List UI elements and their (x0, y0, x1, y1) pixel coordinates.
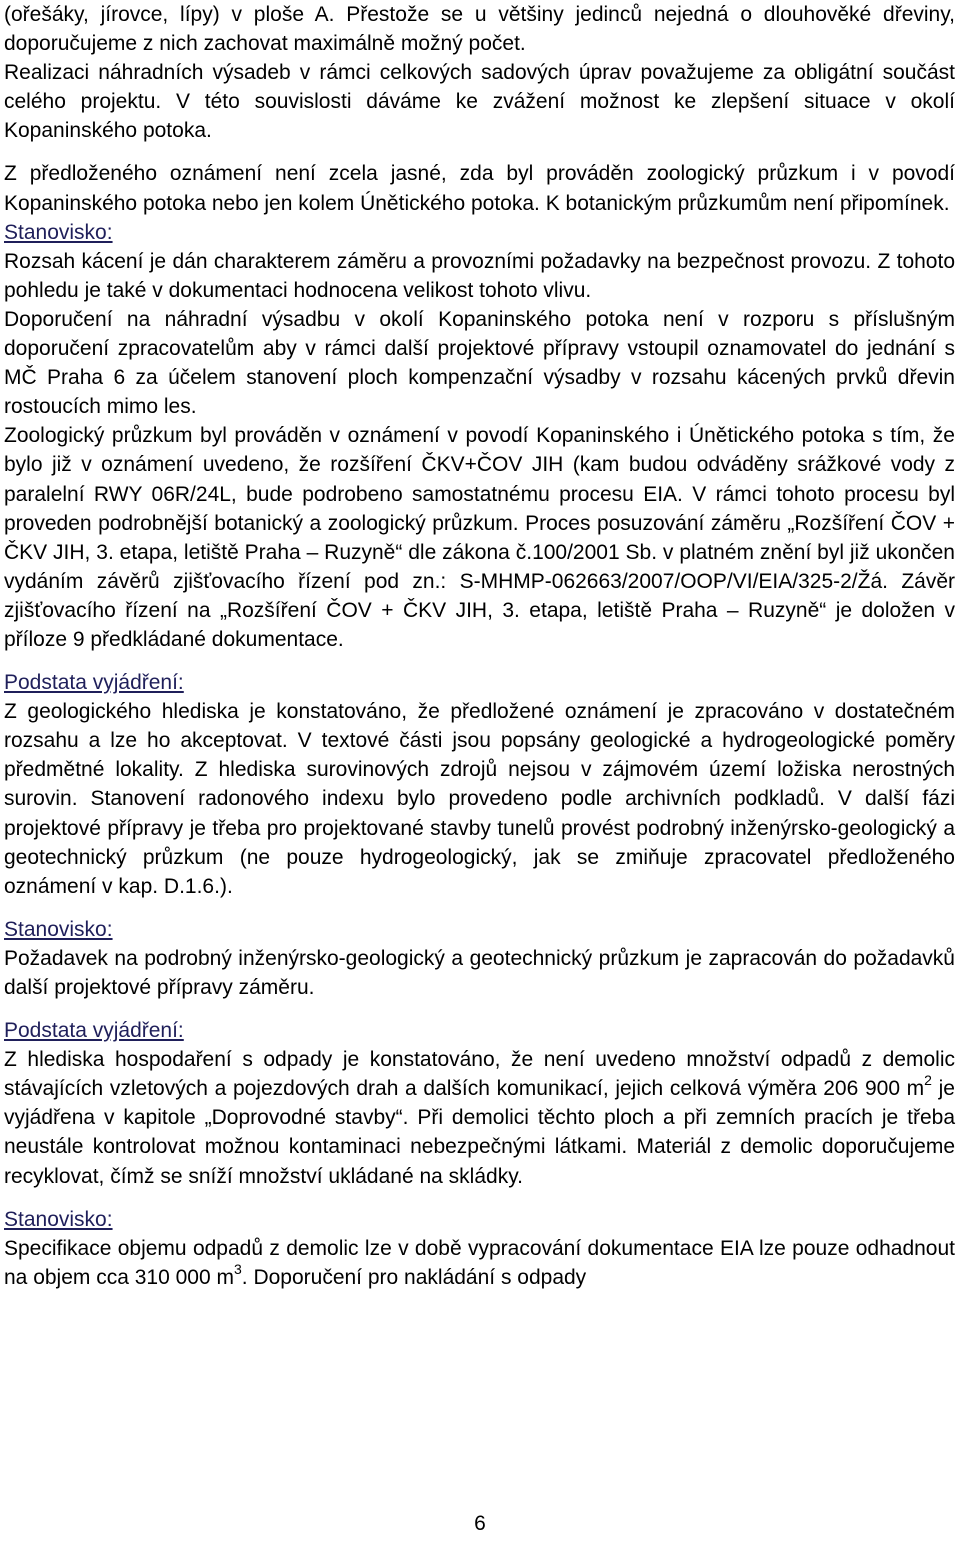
podstata-2-paragraph-1 (4, 1045, 955, 1190)
stanovisko-label-text-2: Stanovisko: (4, 917, 113, 941)
stanovisko-3-text-b: . Doporučení pro nakládání s odpady (241, 1265, 587, 1289)
stanovisko-label-text-3: Stanovisko: (4, 1207, 113, 1231)
stanovisko-2-paragraph-1: Požadavek na podrobný inženýrsko-geologický a geotechnický průzkum je zapracován do požadavků další projektové přípravy záměru. (4, 946, 955, 999)
stanovisko-1-paragraph-3: Zoologický průzkum byl prováděn v oznámení v povodí Kopaninského i Únětického potoka s tím, že bylo již v oznámení uvedeno, že rozšíření ČKV+ČOV JIH (kam budou odváděny srážkové vody z paralelní RWY 06R/24L, bude podrobeno samostatnému procesu EIA. V rámci tohoto procesu byl proveden podrobnější botanický a zoologický průzkum. Proces posuzování záměru „Rozšíření ČOV + ČKV JIH, 3. etapa, letiště Praha – Ruzyně“ dle zákona č.100/2001 Sb. v platném znění byl již ukončen vydáním závěrů zjišťovacího řízení pod zn.: S-MHMP-062663/2007/OOP/VI/EIA/325-2/Žá. Závěr zjišťovacího řízení na „Rozšíření ČOV + ČKV JIH, 3. etapa, letiště Praha – Ruzyně“ je doložen v příloze 9 předkládané dokumentace. (4, 424, 955, 651)
stanovisko-3-text-a: Specifikace objemu odpadů z demolic lze v době vypracování dokumentace EIA lze pouze odhadnout na objem cca 310 000 m (4, 1236, 955, 1289)
stanovisko-3-paragraph-1 (4, 1234, 955, 1292)
stanovisko-label-1 (4, 218, 955, 247)
paragraph-zoological-survey: Z předloženého oznámení není zcela jasné, zda byl prováděn zoologický průzkum i v povodí Kopaninského potoka nebo jen kolem Únětického potoka. K botanickým průzkumům není připomínek. (4, 162, 955, 215)
spacer (4, 654, 955, 668)
stanovisko-label-2 (4, 915, 955, 944)
podstata-2-text-b: je vyjádřena v kapitole „Doprovodné stavby“. Při demolici těchto ploch a při zemních pracích je třeba neustále kontrolovat možnou kontaminaci nebezpečnými látkami. Materiál z demolic doporučujeme recyklovat, čímž se sníží množství ukládané na skládky. (4, 1077, 955, 1188)
document-page (4, 0, 955, 1292)
page-number: 6 (474, 1512, 486, 1535)
podstata-1-paragraph-1: Z geologického hlediska je konstatováno, že předložené oznámení je zpracováno v dostatečném rozsahu a lze ho akceptovat. V textové části jsou popsány geologické a hydrogeologické poměry předmětné lokality. Z hlediska surovinových zdrojů nejsou v zájmovém území ložiska nerostných surovin. Stanovení radonového indexu bylo provedeno podle archivních podkladů. V další fázi projektové přípravy je třeba pro projektované stavby tunelů provést podrobný inženýrsko-geologický a geotechnický průzkum (ne pouze hydrogeologický, jak se zmiňuje zpracovatel předloženého oznámení v kap. D.1.6.). (4, 700, 955, 898)
podstata-label-2 (4, 1016, 955, 1045)
stanovisko-label-3 (4, 1205, 955, 1234)
stanovisko-label-text-1: Stanovisko: (4, 220, 113, 244)
podstata-2-text-a: Z hlediska hospodaření s odpady je konstatováno, že není uvedeno množství odpadů z demolic stávajících vzletových a pojezdových drah a dalších komunikací, jejich celková výměra 206 900 m (4, 1048, 955, 1101)
podstata-label-1 (4, 668, 955, 697)
superscript-squared: 2 (924, 1072, 932, 1089)
spacer (4, 901, 955, 915)
spacer (4, 145, 955, 159)
paragraph-trees: (ořešáky, jírovce, lípy) v ploše A. Přestože se u většiny jedinců nejedná o dlouhověké dřeviny, doporučujeme z nich zachovat maximálně možný počet. (4, 3, 955, 56)
podstata-label-text-1: Podstata vyjádření: (4, 671, 184, 695)
podstata-label-text-2: Podstata vyjádření: (4, 1019, 184, 1043)
spacer (4, 1191, 955, 1205)
superscript-cubed: 3 (233, 1260, 242, 1277)
stanovisko-1-paragraph-1: Rozsah kácení je dán charakterem záměru a provozními požadavky na bezpečnost provozu. Z tohoto pohledu je také v dokumentaci hodnocena velikost tohoto vlivu. (4, 249, 955, 302)
spacer (4, 1002, 955, 1016)
stanovisko-1-paragraph-2: Doporučení na náhradní výsadbu v okolí Kopaninského potoka není v rozporu s příslušným doporučení zpracovatelům aby v rámci další projektové přípravy vstoupil oznamovatel do jednání s MČ Praha 6 za účelem stanovení ploch kompenzační výsadby v rozsahu kácených prvků dřevin rostoucích mimo les. (4, 307, 955, 419)
paragraph-replacement-planting: Realizaci náhradních výsadeb v rámci celkových sadových úprav považujeme za obligátní součást celého projektu. V této souvislosti dáváme ke zvážení možnost ke zlepšení situace v okolí Kopaninského potoka. (4, 61, 955, 143)
